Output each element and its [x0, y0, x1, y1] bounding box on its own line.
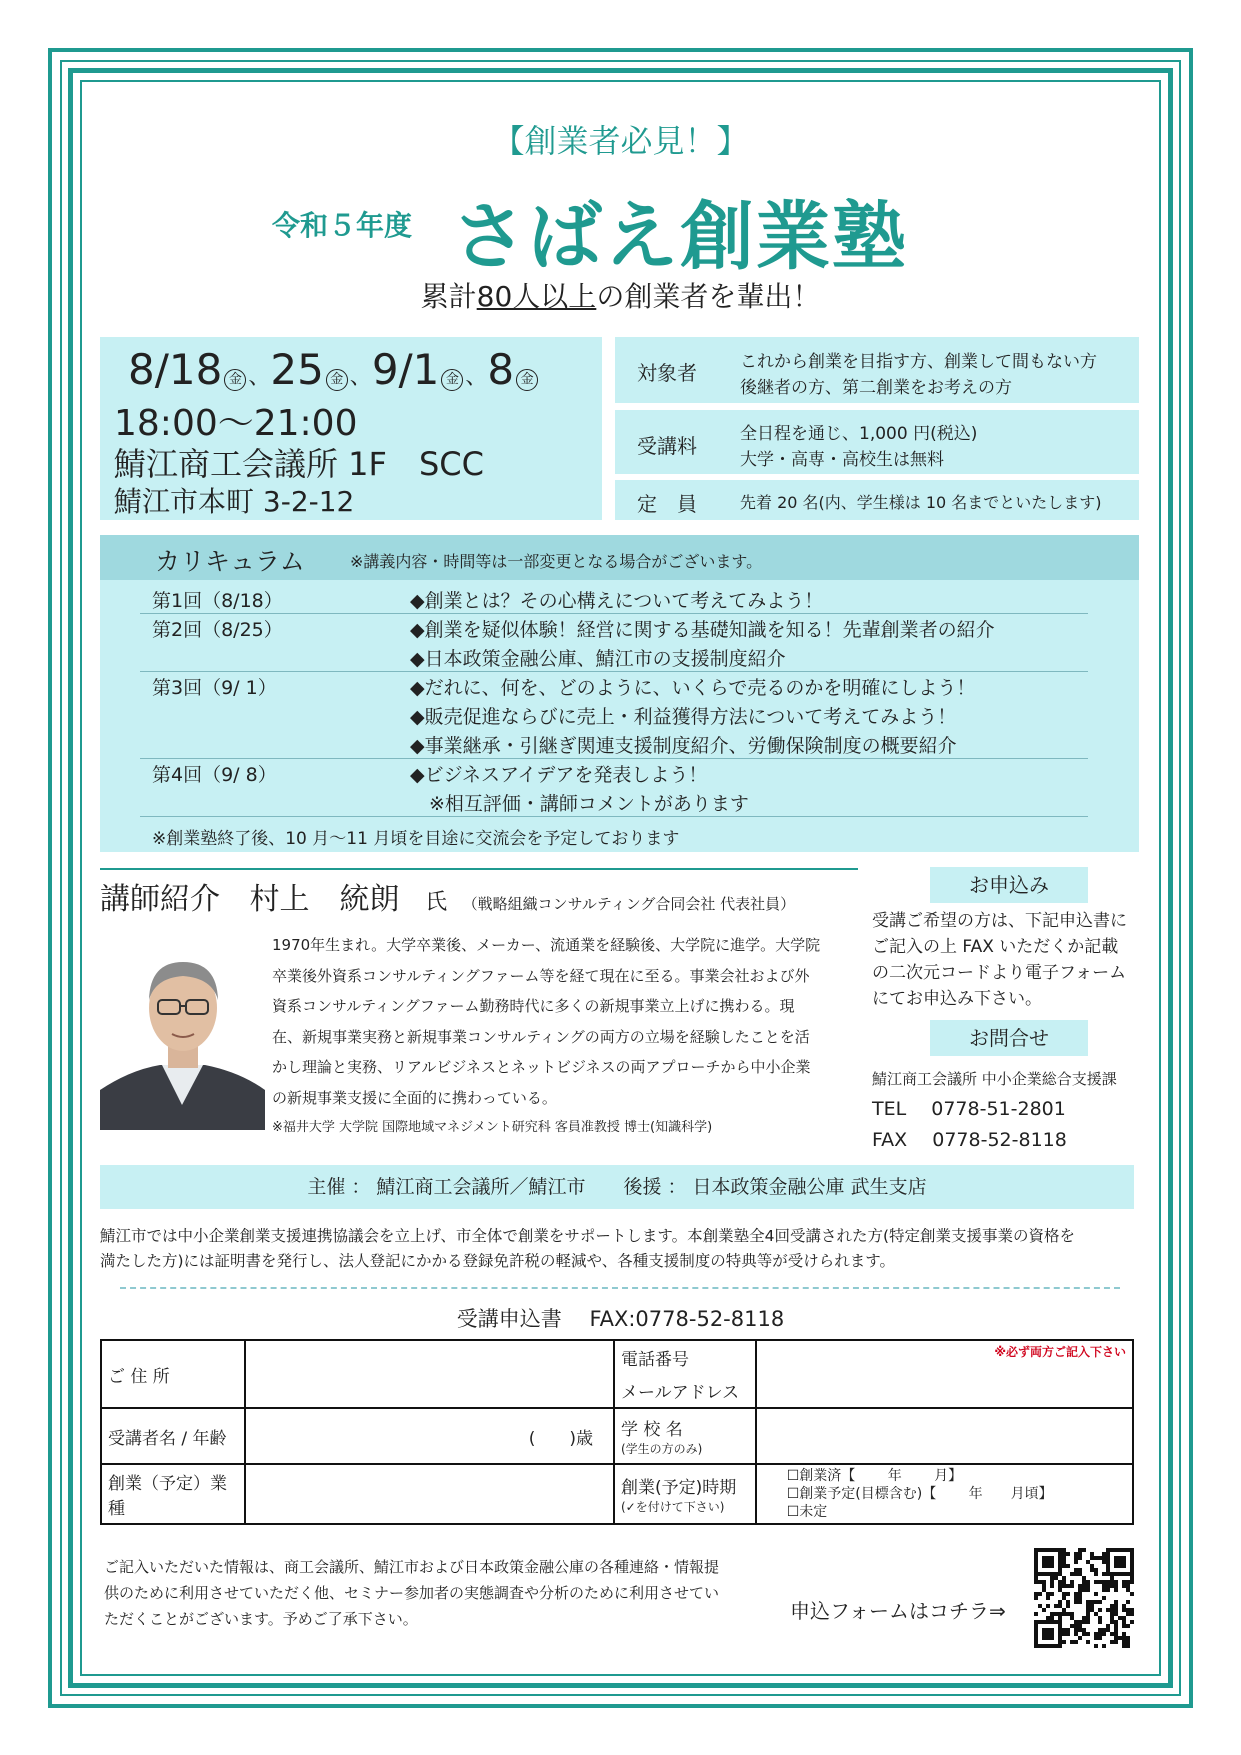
lecturer-photo	[100, 930, 265, 1130]
phone-label: 電話番号	[621, 1350, 689, 1370]
weekday-badge: 金	[224, 369, 246, 391]
bio-line: 1970年生まれ。大学卒業後、メーカー、流通業を経験後、大学院に進学。大学院	[272, 936, 821, 954]
bio-line: の新規事業支援に全面的に携わっている。	[272, 1088, 557, 1107]
target-label: 対象者	[637, 361, 697, 385]
phone-email-label-cell	[614, 1340, 756, 1408]
session-item: ◆創業を疑似体験！経営に関する基礎知識を知る！先輩創業者の紹介	[410, 619, 995, 641]
apply-line: の二次元コードより電子フォーム	[872, 963, 1127, 983]
apply-text	[872, 908, 1142, 1012]
name-age-label: 受講者名 / 年齢	[101, 1408, 245, 1464]
privacy-line2: 供のために利用させていただく他、セミナー参加者の実態調査や分析のために利用させてい	[104, 1584, 720, 1602]
apply-line: 受講ご希望の方は、下記申込書に	[872, 911, 1127, 931]
bio-line: かし理論と実務、リアルビジネスとネットビジネスの両アプローチから中小企業	[272, 1058, 811, 1076]
weekday-badge: 金	[516, 369, 538, 391]
fee-box	[615, 410, 1139, 474]
contact-tel: TEL 0778-51-2801	[872, 1098, 1066, 1120]
session-label: 第2回（8/25）	[152, 619, 283, 641]
target-box	[615, 337, 1139, 403]
session-item: ◆ビジネスアイデアを発表しよう！	[410, 764, 708, 786]
required-note: ※必ず両方ご記入下さい	[994, 1345, 1126, 1359]
lecturer-rule	[100, 868, 858, 870]
session-item: ◆日本政策金融公庫、鯖江市の支援制度紹介	[410, 648, 786, 670]
fee-line2: 大学・高専・高校生は無料	[740, 450, 944, 470]
session-label: 第4回（9/ 8）	[152, 764, 277, 786]
session-divider	[140, 758, 1088, 759]
session-label: 第1回（8/18）	[152, 590, 283, 612]
schedule-dates	[128, 345, 540, 394]
school-sub: (学生の方のみ)	[621, 1442, 703, 1456]
curriculum-title: カリキュラム	[155, 547, 305, 576]
privacy-line3: ただくことがございます。予めご了承下さい。	[104, 1610, 418, 1628]
session-label: 第3回（9/ 1）	[152, 677, 277, 699]
email-label: メールアドレス	[621, 1383, 740, 1403]
name-age-field[interactable]	[245, 1408, 614, 1464]
lecturer-honorific: 氏	[425, 890, 448, 915]
header-tag: 【創業者必見！】	[492, 122, 749, 160]
qr-code-icon[interactable]	[1034, 1548, 1134, 1648]
qr-caption: 申込フォームはコチラ⇒	[790, 1599, 1006, 1623]
bio-line: 在、新規事業実務と新規事業コンサルティングの両方の立場を経験したことを活	[272, 1027, 810, 1046]
page-title: さばえ創業塾	[452, 194, 908, 280]
timing-label: 創業(予定)時期	[621, 1478, 737, 1498]
lecturer-heading	[100, 874, 795, 918]
weekday-badge: 金	[326, 369, 348, 391]
contact-heading: お問合せ	[930, 1020, 1088, 1056]
lecturer-org: （戦略組織コンサルティング合同会社 代表社員）	[462, 895, 796, 913]
schedule-venue: 鯖江商工会議所 1F SCC	[114, 445, 484, 483]
bio-line: 卒業後外資系コンサルティングファーム等を経て現在に至る。事業会社および外	[272, 966, 810, 985]
session-item: ◆販売促進ならびに売上・利益獲得方法について考えてみよう！	[410, 706, 957, 728]
industry-label: 創業（予定）業種	[101, 1464, 245, 1524]
capacity-text: 先着 20 名(内、学生様は 10 名までといたします)	[740, 493, 1102, 512]
lecturer-heading-label: 講師紹介	[100, 882, 220, 917]
timing-options	[756, 1464, 1133, 1524]
session-item: ※相互評価・講師コメントがあります	[410, 793, 749, 815]
lecturer-name: 村上 統朗	[249, 882, 400, 917]
curriculum-header	[100, 535, 1139, 580]
subtitle-pre: 累計	[420, 280, 477, 313]
fee-line1: 全日程を通じ、1,000 円(税込)	[740, 424, 978, 444]
lecturer-credential: ※福井大学 大学院 国際地域マネジメント研究科 客員准教授 博士(知識科学)	[272, 1120, 713, 1135]
application-form	[100, 1339, 1134, 1525]
date-number: 25	[270, 345, 324, 394]
schedule-box	[100, 337, 602, 520]
curriculum-box	[100, 580, 1139, 852]
timing-option-undecided[interactable]: ☐未定	[786, 1504, 828, 1520]
session-item: ◆だれに、何を、どのように、いくらで売るのかを明確にしよう！	[410, 677, 976, 699]
apply-heading: お申込み	[930, 867, 1088, 903]
target-line1: これから創業を目指す方、創業して間もない方	[740, 352, 1097, 372]
weekday-badge: 金	[441, 369, 463, 391]
timing-sub: (✓を付けて下さい)	[621, 1500, 725, 1514]
target-line2: 後継者の方、第二創業をお考えの方	[740, 378, 1012, 398]
lecturer-bio	[272, 930, 862, 1113]
age-suffix: ( )歳	[528, 1428, 593, 1449]
session-item: ◆創業とは？その心構えについて考えてみよう！	[410, 590, 824, 612]
timing-option-planned[interactable]: ☐創業予定(目標含む)【 年 月頃】	[786, 1486, 1053, 1502]
header-subtitle	[0, 275, 1241, 315]
schedule-time: 18:00～21:00	[114, 403, 358, 444]
industry-field[interactable]	[245, 1464, 614, 1524]
bio-line: 資系コンサルティングファーム勤務時代に多くの新規事業立上げに携わる。現	[272, 997, 795, 1015]
address-label: ご 住 所	[101, 1340, 245, 1408]
contact-fax: FAX 0778-52-8118	[872, 1129, 1067, 1151]
date-separator: 、	[248, 365, 271, 390]
notice-line1: 鯖江市では中小企業創業支援連携協議会を立上げ、市全体で創業をサポートします。本創業塾全4回受講された方(特定創業支援事業の資格を	[100, 1227, 1076, 1245]
privacy-line1: ご記入いただいた情報は、商工会議所、鯖江市および日本政策金融公庫の各種連絡・情報提	[104, 1558, 720, 1576]
session-divider	[140, 816, 1088, 817]
date-number: 8	[487, 345, 515, 394]
school-field[interactable]	[756, 1408, 1133, 1464]
subtitle-highlight: 80人以上	[476, 280, 597, 313]
cut-line	[120, 1287, 1120, 1289]
school-label-cell	[614, 1408, 756, 1464]
apply-line: にてお申込み下さい。	[872, 989, 1042, 1009]
schedule-address: 鯖江市本町 3-2-12	[114, 485, 355, 518]
address-field[interactable]	[245, 1340, 614, 1408]
apply-line: ご記入の上 FAX いただくか記載	[872, 937, 1119, 957]
date-separator: 、	[465, 365, 488, 390]
curriculum-note: ※講義内容・時間等は一部変更となる場合がございます。	[350, 552, 763, 571]
capacity-label: 定 員	[637, 492, 697, 516]
notice-line2: 満たした方)には証明書を発行し、法人登記にかかる登録免許税の軽減や、各種支援制度の特典等が受けられます。	[100, 1252, 896, 1270]
capacity-box	[615, 480, 1139, 520]
session-item: ◆事業継承・引継ぎ関連支援制度紹介、労働保険制度の概要紹介	[410, 735, 957, 757]
form-title: 受講申込書 FAX:0778-52-8118	[456, 1307, 785, 1331]
curriculum-footer: ※創業塾終了後、10 月～11 月頃を目途に交流会を予定しております	[152, 829, 680, 849]
fee-label: 受講料	[637, 434, 697, 458]
sponsor-bar: 主催 ： 鯖江商工会議所／鯖江市 後援 ： 日本政策金融公庫 武生支店	[100, 1165, 1134, 1209]
header-year: 令和５年度	[272, 209, 413, 242]
date-number: 8/18	[128, 345, 223, 394]
school-label: 学 校 名	[621, 1420, 683, 1440]
timing-option-started[interactable]: ☐創業済【 年 月】	[786, 1468, 963, 1484]
date-separator: 、	[349, 365, 372, 390]
contact-org: 鯖江商工会議所 中小企業総合支援課	[872, 1070, 1117, 1088]
phone-email-field[interactable]	[756, 1340, 1133, 1408]
timing-label-cell	[614, 1464, 756, 1524]
date-number: 9/1	[371, 345, 440, 394]
subtitle-post: の創業者を輩出！	[596, 280, 821, 313]
session-divider	[140, 671, 1088, 672]
session-divider	[140, 613, 1088, 614]
